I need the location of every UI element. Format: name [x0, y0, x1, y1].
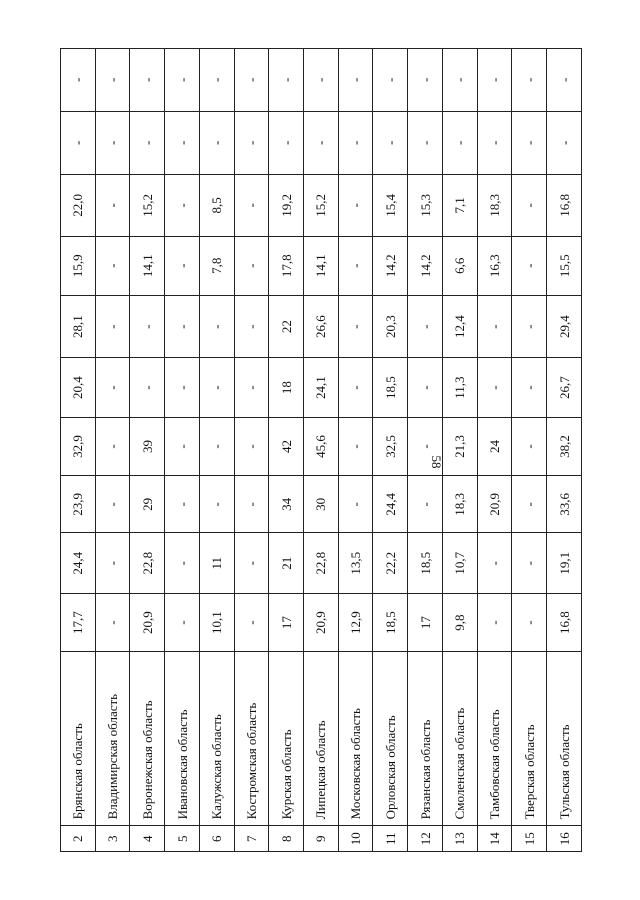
value-cell: 32,9	[61, 417, 96, 475]
row-number-cell: 12	[408, 826, 443, 852]
value-cell: 14,1	[130, 236, 165, 295]
value-cell: 18,3	[477, 175, 512, 236]
value-cell: 24,4	[373, 476, 408, 533]
row-number-cell: 8	[269, 826, 304, 852]
value-cell: 16,8	[547, 593, 582, 651]
value-cell: -	[165, 175, 200, 236]
row-number-cell: 6	[199, 826, 234, 852]
value-cell: -	[408, 476, 443, 533]
page-number: 58	[429, 455, 444, 469]
value-cell: 16,3	[477, 236, 512, 295]
value-cell: -	[95, 533, 130, 593]
value-cell: 11	[199, 533, 234, 593]
value-cell: 17,7	[61, 593, 96, 651]
value-cell: -	[130, 295, 165, 357]
value-cell: -	[512, 593, 547, 651]
value-cell: -	[130, 358, 165, 417]
value-cell: -	[234, 49, 269, 112]
value-cell: -	[477, 593, 512, 651]
value-cell: 19,2	[269, 175, 304, 236]
value-cell: 22,8	[304, 533, 339, 593]
row-number-cell: 13	[442, 826, 477, 852]
value-cell: 18	[269, 358, 304, 417]
table-row	[338, 49, 373, 852]
row-number-cell: 3	[95, 826, 130, 852]
value-cell: -	[547, 111, 582, 175]
value-cell: 23,9	[61, 476, 96, 533]
value-cell: -	[234, 417, 269, 475]
value-cell: 17	[408, 593, 443, 651]
value-cell: -	[338, 476, 373, 533]
value-cell: 7,1	[442, 175, 477, 236]
value-cell: -	[512, 175, 547, 236]
value-cell: -	[512, 49, 547, 112]
value-cell: -	[165, 417, 200, 475]
value-cell: 15,9	[61, 236, 96, 295]
value-cell: -	[61, 111, 96, 175]
value-cell: 30	[304, 476, 339, 533]
value-cell: -	[95, 295, 130, 357]
value-cell: -	[234, 533, 269, 593]
value-cell: -	[477, 295, 512, 357]
value-cell: 21,3	[442, 417, 477, 475]
value-cell: 24	[477, 417, 512, 475]
value-cell: -	[304, 111, 339, 175]
region-name-cell: Тамбовская область	[477, 652, 512, 826]
value-cell: -	[130, 49, 165, 112]
value-cell: 32,5	[373, 417, 408, 475]
table-row	[512, 49, 547, 852]
region-name-cell: Ивановская область	[165, 652, 200, 826]
value-cell: 20,9	[130, 593, 165, 651]
table-row	[408, 49, 443, 852]
value-cell: -	[338, 417, 373, 475]
row-number-cell: 16	[547, 826, 582, 852]
value-cell: 20,9	[304, 593, 339, 651]
value-cell: 18,5	[373, 358, 408, 417]
table-row	[130, 49, 165, 852]
value-cell: -	[95, 236, 130, 295]
value-cell: -	[199, 358, 234, 417]
value-cell: -	[477, 49, 512, 112]
region-name-cell: Владимирская область	[95, 652, 130, 826]
region-name-cell: Тульская область	[547, 652, 582, 826]
value-cell: -	[512, 533, 547, 593]
value-cell: -	[338, 358, 373, 417]
value-cell: -	[165, 476, 200, 533]
value-cell: -	[165, 358, 200, 417]
region-name-cell: Тверская область	[512, 652, 547, 826]
value-cell: 28,1	[61, 295, 96, 357]
table-row	[477, 49, 512, 852]
value-cell: 29	[130, 476, 165, 533]
value-cell: 39	[130, 417, 165, 475]
value-cell: -	[338, 295, 373, 357]
table-row	[165, 49, 200, 852]
value-cell: 16,8	[547, 175, 582, 236]
region-data-table	[60, 48, 582, 852]
table-row	[234, 49, 269, 852]
value-cell: -	[304, 49, 339, 112]
value-cell: -	[547, 49, 582, 112]
value-cell: -	[269, 111, 304, 175]
row-number-cell: 4	[130, 826, 165, 852]
value-cell: -	[408, 358, 443, 417]
table-row	[304, 49, 339, 852]
region-name-cell: Липецкая область	[304, 652, 339, 826]
value-cell: 20,4	[61, 358, 96, 417]
value-cell: 15,3	[408, 175, 443, 236]
region-name-cell: Брянская область	[61, 652, 96, 826]
row-number-cell: 7	[234, 826, 269, 852]
value-cell: -	[95, 49, 130, 112]
row-number-cell: 9	[304, 826, 339, 852]
region-name-cell: Рязанская область	[408, 652, 443, 826]
value-cell: -	[512, 476, 547, 533]
value-cell: -	[61, 49, 96, 112]
rotated-table-container	[60, 48, 582, 852]
value-cell: 15,2	[130, 175, 165, 236]
table-row	[269, 49, 304, 852]
value-cell: -	[199, 476, 234, 533]
value-cell: -	[477, 533, 512, 593]
value-cell: 15,5	[547, 236, 582, 295]
value-cell: -	[408, 295, 443, 357]
value-cell: 12,4	[442, 295, 477, 357]
value-cell: -	[199, 111, 234, 175]
value-cell: -	[442, 49, 477, 112]
row-number-cell: 2	[61, 826, 96, 852]
value-cell: -	[165, 295, 200, 357]
value-cell: -	[373, 111, 408, 175]
value-cell: 15,4	[373, 175, 408, 236]
value-cell: -	[165, 533, 200, 593]
value-cell: -	[234, 358, 269, 417]
value-cell: 18,5	[408, 533, 443, 593]
value-cell: 18,5	[373, 593, 408, 651]
value-cell: 6,6	[442, 236, 477, 295]
value-cell: 14,2	[373, 236, 408, 295]
value-cell: 38,2	[547, 417, 582, 475]
value-cell: 7,8	[199, 236, 234, 295]
value-cell: 20,9	[477, 476, 512, 533]
value-cell: 9,8	[442, 593, 477, 651]
region-name-cell: Курская область	[269, 652, 304, 826]
region-name-cell: Орловская область	[373, 652, 408, 826]
value-cell: -	[408, 417, 443, 475]
value-cell: -	[338, 111, 373, 175]
value-cell: 14,1	[304, 236, 339, 295]
value-cell: -	[234, 476, 269, 533]
table-row	[61, 49, 96, 852]
value-cell: 33,6	[547, 476, 582, 533]
value-cell: -	[165, 593, 200, 651]
value-cell: -	[477, 358, 512, 417]
value-cell: 45,6	[304, 417, 339, 475]
value-cell: 26,6	[304, 295, 339, 357]
row-number-cell: 15	[512, 826, 547, 852]
value-cell: 18,3	[442, 476, 477, 533]
region-name-cell: Калужская область	[199, 652, 234, 826]
row-number-cell: 14	[477, 826, 512, 852]
region-name-cell: Костромская область	[234, 652, 269, 826]
value-cell: -	[95, 111, 130, 175]
value-cell: 8,5	[199, 175, 234, 236]
value-cell: -	[338, 175, 373, 236]
value-cell: 24,4	[61, 533, 96, 593]
value-cell: -	[165, 236, 200, 295]
value-cell: -	[408, 111, 443, 175]
value-cell: 15,2	[304, 175, 339, 236]
value-cell: 13,5	[338, 533, 373, 593]
value-cell: 17	[269, 593, 304, 651]
value-cell: -	[234, 593, 269, 651]
value-cell: 34	[269, 476, 304, 533]
value-cell: 11,3	[442, 358, 477, 417]
value-cell: -	[95, 358, 130, 417]
value-cell: -	[512, 358, 547, 417]
value-cell: 20,3	[373, 295, 408, 357]
value-cell: 10,7	[442, 533, 477, 593]
value-cell: -	[512, 111, 547, 175]
value-cell: -	[165, 49, 200, 112]
value-cell: 21	[269, 533, 304, 593]
value-cell: 29,4	[547, 295, 582, 357]
value-cell: -	[95, 476, 130, 533]
value-cell: -	[269, 49, 304, 112]
value-cell: -	[477, 111, 512, 175]
value-cell: -	[512, 236, 547, 295]
table-row	[199, 49, 234, 852]
value-cell: 22	[269, 295, 304, 357]
value-cell: 19,1	[547, 533, 582, 593]
value-cell: -	[338, 49, 373, 112]
value-cell: -	[373, 49, 408, 112]
value-cell: -	[338, 236, 373, 295]
value-cell: -	[199, 417, 234, 475]
value-cell: 10,1	[199, 593, 234, 651]
value-cell: -	[95, 175, 130, 236]
table-row	[95, 49, 130, 852]
value-cell: 24,1	[304, 358, 339, 417]
value-cell: -	[408, 49, 443, 112]
value-cell: -	[512, 417, 547, 475]
value-cell: -	[234, 111, 269, 175]
value-cell: -	[199, 295, 234, 357]
value-cell: -	[199, 49, 234, 112]
region-name-cell: Воронежская область	[130, 652, 165, 826]
region-name-cell: Смоленская область	[442, 652, 477, 826]
value-cell: 22,2	[373, 533, 408, 593]
row-number-cell: 11	[373, 826, 408, 852]
value-cell: 22,8	[130, 533, 165, 593]
value-cell: -	[442, 111, 477, 175]
region-name-cell: Московская область	[338, 652, 373, 826]
value-cell: 26,7	[547, 358, 582, 417]
value-cell: 12,9	[338, 593, 373, 651]
value-cell: -	[234, 295, 269, 357]
value-cell: 17,8	[269, 236, 304, 295]
value-cell: 22,0	[61, 175, 96, 236]
table-row	[547, 49, 582, 852]
value-cell: 42	[269, 417, 304, 475]
value-cell: -	[165, 111, 200, 175]
row-number-cell: 10	[338, 826, 373, 852]
value-cell: 14,2	[408, 236, 443, 295]
value-cell: -	[234, 236, 269, 295]
value-cell: -	[95, 417, 130, 475]
value-cell: -	[512, 295, 547, 357]
value-cell: -	[130, 111, 165, 175]
table-row	[373, 49, 408, 852]
table-row	[442, 49, 477, 852]
value-cell: -	[95, 593, 130, 651]
value-cell: -	[234, 175, 269, 236]
row-number-cell: 5	[165, 826, 200, 852]
